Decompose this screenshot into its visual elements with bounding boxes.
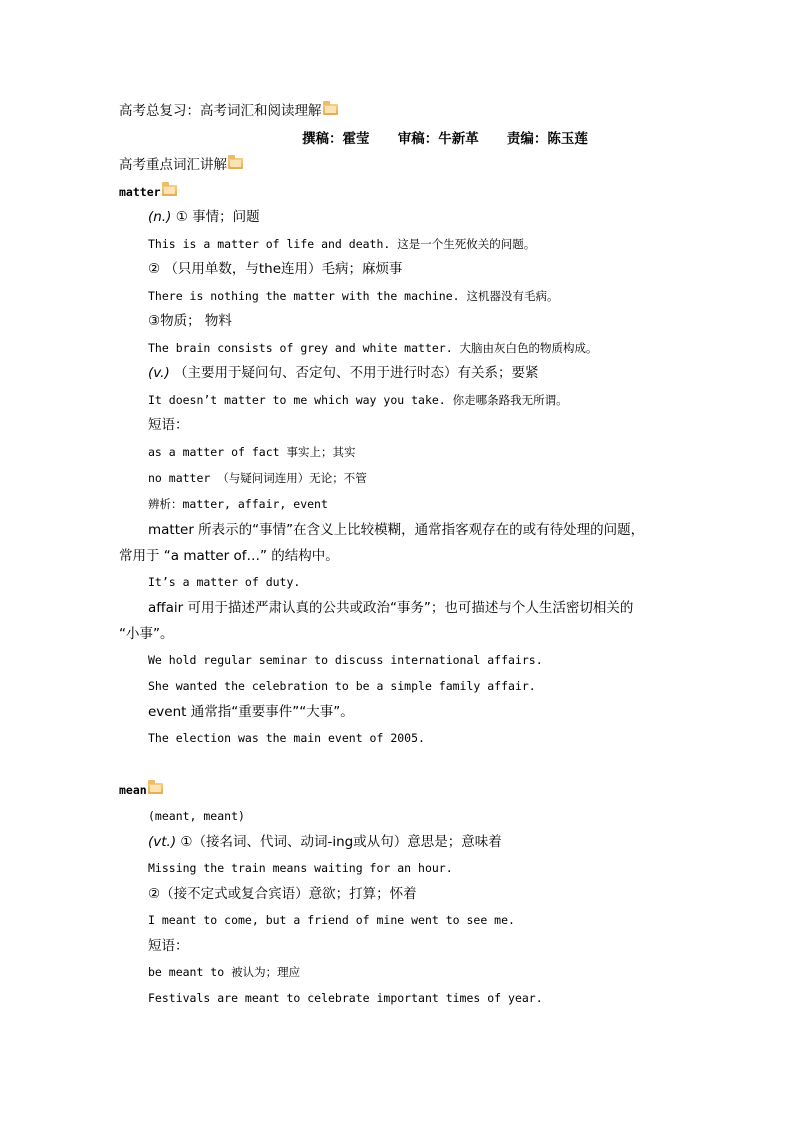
explanation-text: “小事”。 — [119, 626, 174, 642]
entry-word-mean: mean — [119, 782, 163, 798]
folder-icon — [148, 783, 163, 794]
phrase-item: no matter （与疑问词连用）无论；不管 — [148, 471, 367, 485]
phrases-label: 短语： — [148, 938, 189, 954]
entry-line: (meant, meant) — [148, 809, 245, 823]
explanation-text: matter 所表示的“事情”在含义上比较模糊，通常指客观存在的或有待处理的问题， — [148, 522, 645, 538]
entry-line: ② （只用单数，与the连用）毛病；麻烦事 — [148, 261, 403, 277]
entry-line: ③物质； 物料 — [148, 313, 232, 329]
example-sentence: She wanted the celebration to be a simple family affair. — [148, 679, 536, 693]
entry-line: (vt.) ①（接名词、代词、动词-ing或从句）意思是；意味着 — [148, 834, 502, 850]
entry-line: (n.) ① 事情；问题 — [148, 209, 260, 225]
folder-icon — [162, 185, 177, 196]
phrases-label: 短语： — [148, 417, 189, 433]
document-title: 高考总复习：高考词汇和阅读理解 — [119, 103, 338, 119]
explanation-text: event 通常指“重要事件”“大事”。 — [148, 704, 354, 720]
example-sentence: I meant to come, but a friend of mine went to see me. — [148, 913, 515, 927]
phrase-item: be meant to 被认为；理应 — [148, 965, 301, 979]
example-sentence: Festivals are meant to celebrate important times of year. — [148, 991, 543, 1005]
example-sentence: Missing the train means waiting for an hour. — [148, 861, 453, 875]
credits-line: 撰稿：霍莹 审稿：牛新革 责编：陈玉莲 — [302, 131, 588, 147]
example-sentence: We hold regular seminar to discuss international affairs. — [148, 653, 543, 667]
section-title: 高考重点词汇讲解 — [119, 157, 243, 173]
explanation-text: 常用于 “a matter of…” 的结构中。 — [119, 548, 339, 564]
entry-word-matter: matter — [119, 184, 177, 200]
example-sentence: The brain consists of grey and white matter. 大脑由灰白色的物质构成。 — [148, 341, 598, 355]
distinction-label: 辨析：matter, affair, event — [148, 497, 328, 511]
entry-line: (v.) （主要用于疑问句、否定句、不用于进行时态）有关系；要紧 — [148, 365, 539, 381]
explanation-text: affair 可用于描述严肃认真的公共或政治“事务”；也可描述与个人生活密切相关的 — [148, 600, 634, 616]
example-sentence: There is nothing the matter with the machine. 这机器没有毛病。 — [148, 289, 559, 303]
entry-line: ②（接不定式或复合宾语）意欲；打算；怀着 — [148, 886, 417, 902]
example-sentence: This is a matter of life and death. 这是一个生死攸关的问题。 — [148, 237, 536, 251]
example-sentence: It doesn’t matter to me which way you take. 你走哪条路我无所谓。 — [148, 393, 568, 407]
folder-icon — [323, 104, 338, 115]
example-sentence: The election was the main event of 2005. — [148, 731, 425, 745]
example-sentence: It’s a matter of duty. — [148, 575, 301, 589]
folder-icon — [228, 158, 243, 169]
phrase-item: as a matter of fact 事实上；其实 — [148, 445, 356, 459]
